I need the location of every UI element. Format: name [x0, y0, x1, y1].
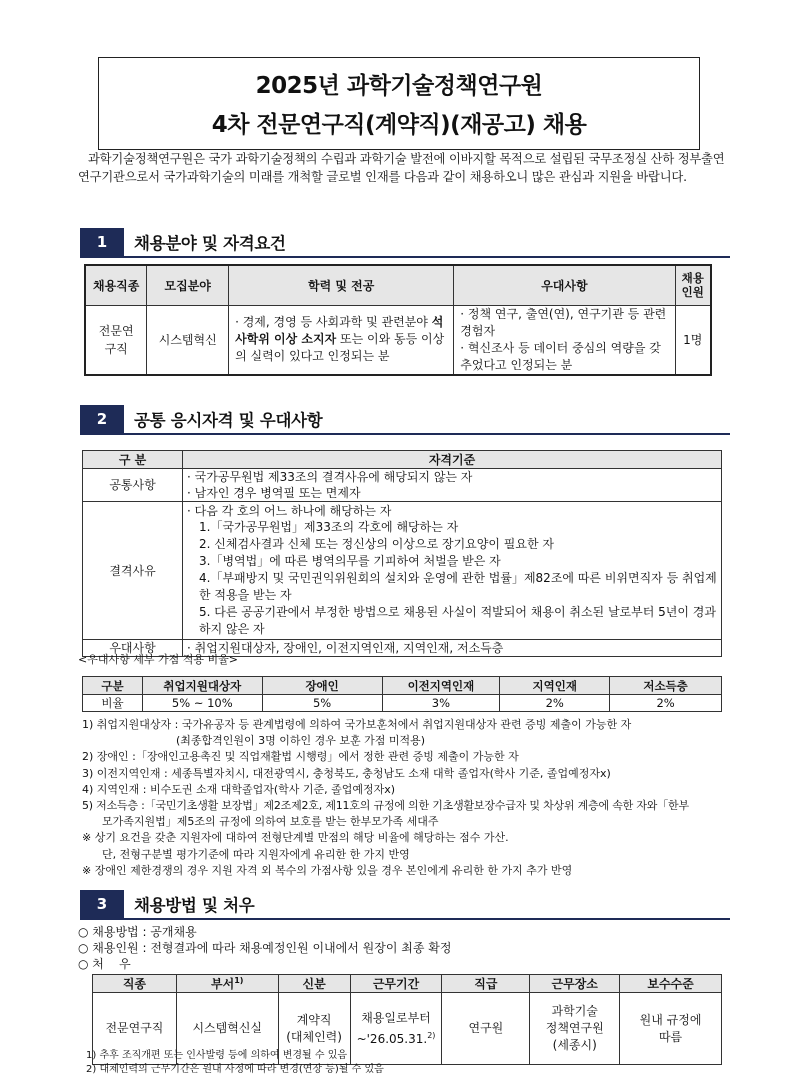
list-intro: · 다음 각 호의 어느 하나에 해당하는 자 [187, 504, 392, 518]
table-row [83, 469, 722, 502]
col-header: 채용인원 [675, 265, 711, 305]
title-box [98, 57, 700, 150]
edu-text: 또는 이와 동등 이상의 실력이 있다고 인정되는 분 [235, 332, 445, 363]
cell-line: 과학기술 [551, 1004, 598, 1018]
note-line: 5) 저소득층 :「국민기초생활 보장법」제2조제2호, 제11호의 규정에 의한 기초생활보장수급자 및 차상위 계층에 속한 자와「한부 [82, 799, 689, 813]
cell-line: 정책연구원 [545, 1021, 604, 1035]
cell-education [229, 305, 454, 375]
section-rule [80, 433, 730, 435]
col-header: 구 분 [83, 451, 183, 469]
note-line: ※ 상기 요건을 갖춘 지원자에 대하여 전형단계별 만점의 해당 비율에 해당하는 점수 가산. [82, 831, 509, 845]
table-cell: 시스템혁신실 [176, 993, 278, 1065]
col-header: 학력 및 전공 [229, 265, 454, 305]
col-header: 취업지원대상자 [142, 677, 262, 695]
row-content: · 취업지원대상자, 장애인, 이전지역인재, 지역인재, 저소득층 [183, 640, 722, 657]
table-cell: 전문연구직 [93, 993, 177, 1065]
note-line: 단, 전형구분별 평가기준에 따라 지원자에게 유리한 한 가지 반영 [102, 847, 410, 861]
note-line: 1) 취업지원대상자 : 국가유공자 등 관계법령에 의하여 국가보훈처에서 취업지원대상자 관련 증빙 제출이 가능한 자 [82, 718, 632, 731]
table-row [83, 502, 722, 640]
table-row [83, 695, 722, 712]
cell-line [351, 1027, 442, 1048]
cell-field: 시스템혁신 [147, 305, 229, 375]
note-line: 모가족지원법」제5조의 규정에 의하여 보호를 받는 한부모가족 세대주 [102, 815, 439, 829]
col-header: 모집분야 [147, 265, 229, 305]
cell-line: (대체인력) [286, 1029, 342, 1044]
page-title-line1: 2025년 과학기술정책연구원 [255, 73, 543, 99]
footnotes [86, 1049, 384, 1076]
list-item: 1.「국가공무원법」제33조의 각호에 해당하는 자 [199, 520, 459, 534]
table-cell: 2% [500, 695, 610, 712]
col-header: 근무장소 [530, 975, 620, 993]
col-header: 자격기준 [183, 451, 722, 469]
col-header: 구분 [83, 677, 143, 695]
table-header-row [83, 677, 722, 695]
col-header: 채용직종 [85, 265, 147, 305]
table-cell: 3% [382, 695, 500, 712]
section-header-1 [80, 228, 730, 256]
note-line: 2) 장애인 :「장애인고용촉진 및 직업재활법 시행령」에서 정한 관련 증빙 제출이 가능한 자 [82, 750, 519, 764]
method-line: ○ 채용방법 : 공개채용 [78, 925, 197, 939]
edu-bold-text: 석사학위 이상 소지자 [235, 315, 444, 346]
cell-preferences [454, 305, 675, 375]
cell-line: 원내 규정에 [639, 1012, 702, 1027]
section-title: 공통 응시자격 및 우대사항 [134, 411, 323, 430]
col-header: 우대사항 [454, 265, 675, 305]
cell-line: 계약직 [296, 1012, 332, 1027]
row-content [183, 469, 722, 502]
section-rule [80, 256, 730, 258]
table-header-row [83, 451, 722, 469]
col-header: 근무기간 [350, 975, 442, 993]
period-text: ~'26.05.31. [356, 1031, 428, 1046]
method-line: ○ 처 우 [78, 957, 131, 971]
recruit-method [78, 924, 451, 972]
table-cell: 연구원 [442, 993, 530, 1065]
row-label: 결격사유 [83, 502, 183, 640]
table-header-row [85, 265, 711, 305]
section-header-2 [80, 405, 730, 433]
row-content [183, 502, 722, 640]
section-title: 채용분야 및 자격요건 [134, 234, 286, 253]
col-header: 장애인 [262, 677, 382, 695]
cell-line: 따름 [658, 1029, 683, 1044]
preference-notes [82, 717, 732, 879]
cell-count: 1명 [675, 305, 711, 375]
table-header-row [93, 975, 722, 993]
table-cell: 5% [262, 695, 382, 712]
list-item: 5. 다른 공공기관에서 부정한 방법으로 채용된 사실이 적발되어 채용이 취소된 날로부터 5년이 경과하지 않은 자 [199, 605, 716, 636]
note-line: 3) 이전지역인재 : 세종특별자치시, 대전광역시, 충청북도, 충청남도 소재 대학 졸업자(학사 기준, 졸업예정자x) [82, 766, 611, 780]
section-number: 1 [80, 228, 124, 256]
col-header: 이전지역인재 [382, 677, 500, 695]
section-rule [80, 918, 730, 920]
note-line: 4) 지역인재 : 비수도권 소재 대학졸업자(학사 기준, 졸업예정자x) [82, 782, 396, 796]
col-header: 직종 [93, 975, 177, 993]
disqualification-list [187, 519, 717, 638]
footnote: 1) 추후 조직개편 또는 인사발령 등에 의하여 변경될 수 있음 [86, 1050, 348, 1061]
list-item: · 남자인 경우 병역필 또는 면제자 [187, 486, 361, 500]
page-title-line2: 4차 전문연구직(계약직)(재공고) 채용 [211, 112, 587, 138]
row-label: 우대사항 [83, 640, 183, 657]
note-line: ※ 장애인 제한경쟁의 경우 지원 자격 외 복수의 가점사항 있을 경우 본인에게 유리한 한 가지 추가 반영 [82, 863, 573, 877]
list-item: · 국가공무원법 제33조의 결격사유에 해당되지 않는 자 [187, 470, 473, 484]
col-header [176, 975, 278, 993]
preference-caption: <우대사항 세부 가점 적용 비율> [78, 653, 238, 666]
cell-job-type: 전문연구직 [85, 305, 147, 375]
common-qualification-table [82, 450, 722, 657]
table-cell [530, 993, 620, 1065]
col-header: 지역인재 [500, 677, 610, 695]
cell-line: (세종시) [552, 1038, 597, 1052]
footnote-marker: 1) [234, 976, 244, 985]
section-title: 채용방법 및 처우 [134, 896, 255, 915]
col-header: 보수수준 [620, 975, 722, 993]
edu-text: · 경제, 경영 등 사회과학 및 관련분야 [235, 315, 432, 329]
table-cell [620, 993, 722, 1065]
note-line: (최종합격인원이 3명 이하인 경우 보훈 가점 미적용) [176, 734, 426, 748]
col-header: 직급 [442, 975, 530, 993]
list-item: 4.「부패방지 및 국민권익위원회의 설치와 운영에 관한 법률」제82조에 따른 비위면직자 등 취업제한 적용을 받는 자 [199, 571, 717, 602]
table-cell: 5% ~ 10% [142, 695, 262, 712]
list-item: 2. 신체검사결과 신체 또는 정신상의 이상으로 장기요양이 필요한 자 [199, 537, 554, 551]
preference-item: · 혁신조사 등 데이터 중심의 역량을 갖추었다고 인정되는 분 [460, 340, 661, 372]
footnote-marker: 2) [427, 1030, 436, 1040]
table-row [85, 305, 711, 375]
preference-ratio-table [82, 676, 722, 712]
section-header-3 [80, 890, 730, 918]
section-number: 2 [80, 405, 124, 433]
col-header: 저소득층 [610, 677, 722, 695]
recruit-table [84, 264, 712, 376]
table-cell: 2% [610, 695, 722, 712]
method-line: ○ 채용인원 : 전형결과에 따라 채용예정인원 이내에서 원장이 최종 확정 [78, 941, 452, 955]
intro-paragraph: 과학기술정책연구원은 국가 과학기술정책의 수립과 과학기술 발전에 이바지할 목적으로 설립된 국무조정실 산하 정부출연연구기관으로서 국가과학기술의 미래를 개척할 글로벌 인재를 다음과 같이 채용하오니 많은 관심과 지원을 바랍니다. [78, 152, 725, 184]
preference-item: · 정책 연구, 출연(연), 연구기관 등 관련 경험자 [460, 306, 667, 338]
header-text: 부서 [211, 977, 235, 991]
section-number: 3 [80, 890, 124, 918]
table-cell: 비율 [83, 695, 143, 712]
row-label: 공통사항 [83, 469, 183, 502]
cell-line: 채용일로부터 [361, 1010, 431, 1025]
footnote: 2) 대체인력의 근무기간은 원내 사정에 따라 변경(연장 등)될 수 있음 [86, 1063, 384, 1075]
list-item: 3.「병역법」에 따른 병역의무를 기피하여 처벌을 받은 자 [199, 554, 501, 568]
col-header: 신분 [278, 975, 350, 993]
